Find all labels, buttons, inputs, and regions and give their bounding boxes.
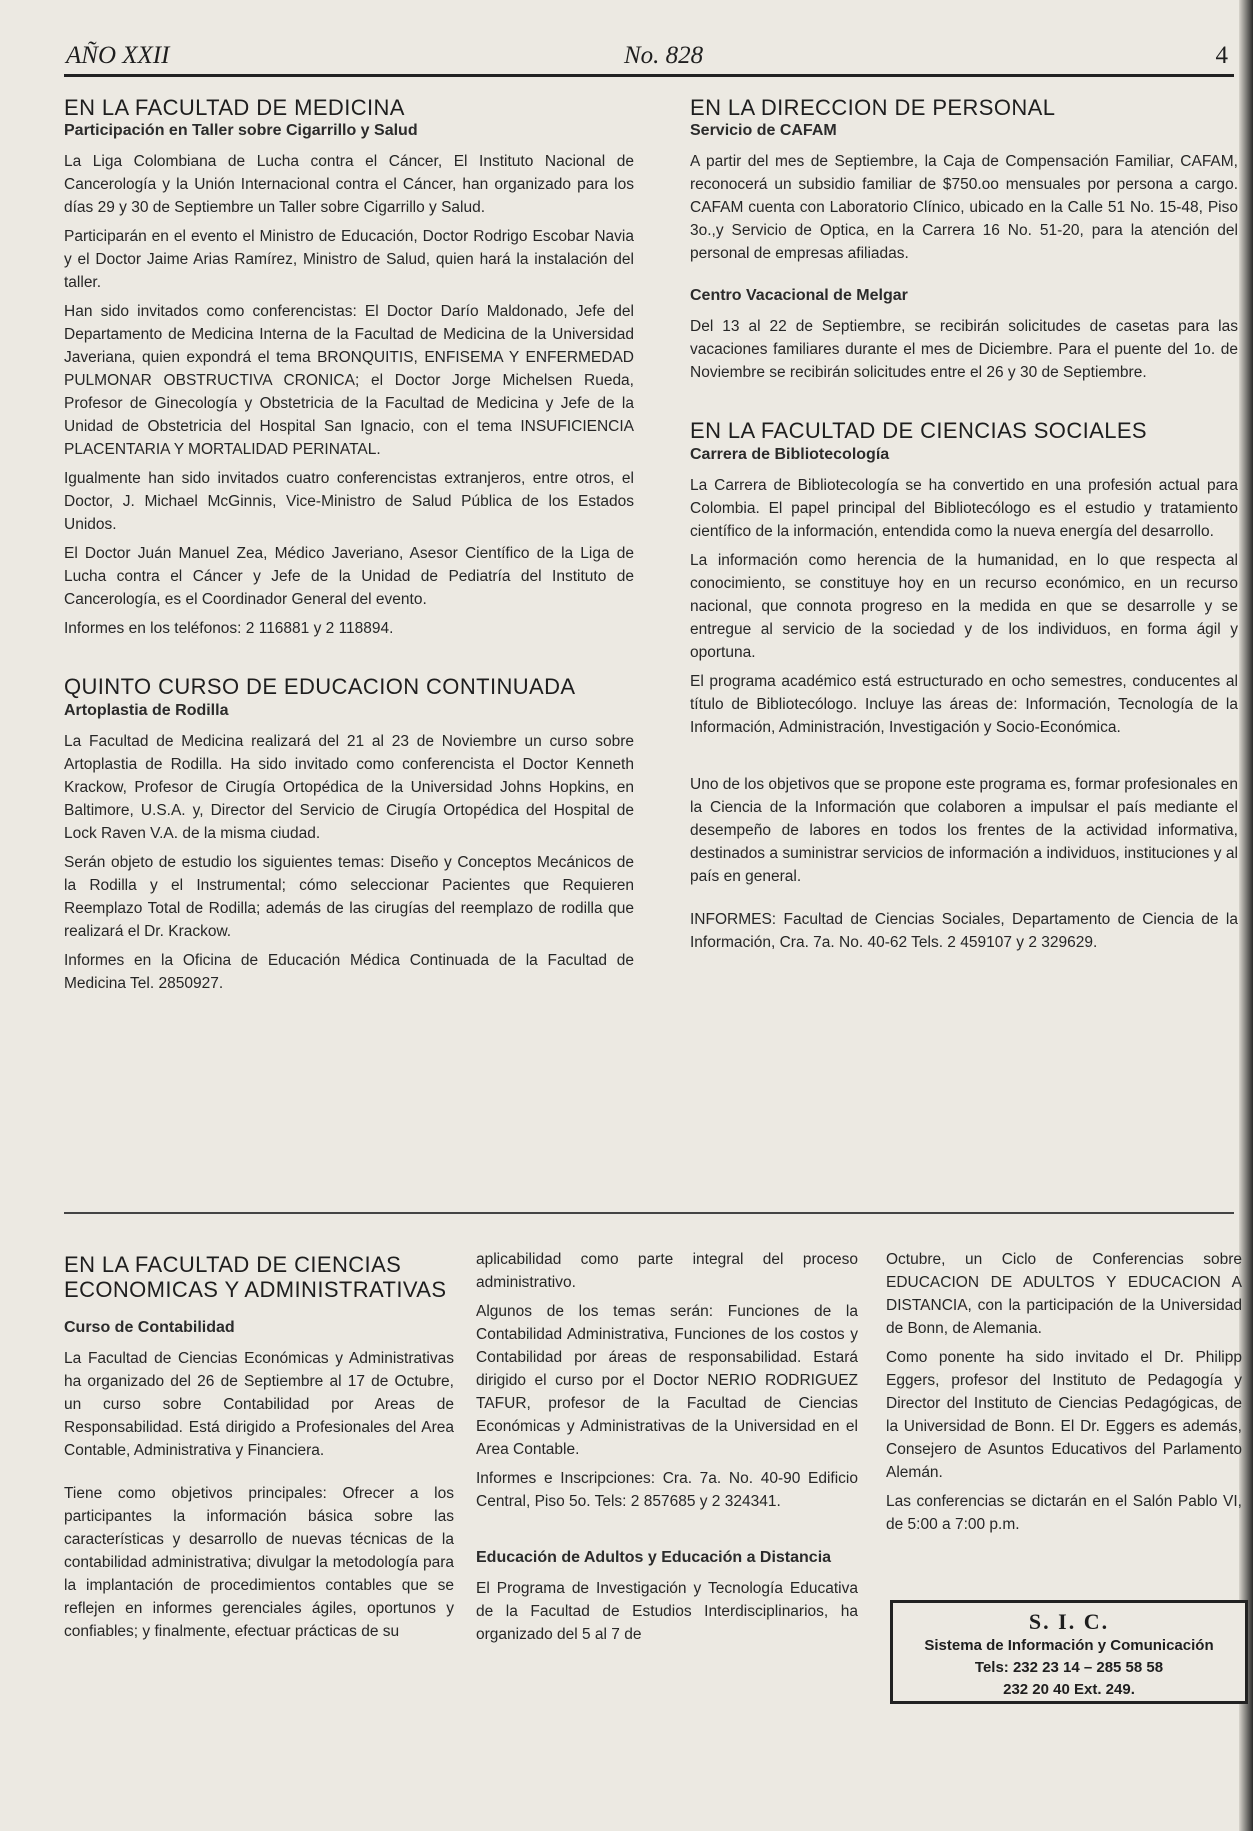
personal-paragraph: A partir del mes de Septiembre, la Caja de Compensación Familiar, CAFAM, reconocerá un subsidio familiar de $750.oo mensuales por persona a cargo. CAFAM cuenta con Laboratorio Clínico, ubicado en la Calle 51 No. 15-48, Piso 3o.,y Servicio de Optica, en la Carrera 16 No. 51-20, para la atención del personal de empresas afiliadas. xyxy=(690,153,1238,263)
spacer xyxy=(64,1303,454,1317)
sociales-article xyxy=(690,418,1238,953)
spacer xyxy=(690,894,1238,908)
right-column xyxy=(690,95,1238,960)
left-column xyxy=(64,95,634,1001)
medicina-paragraph: Igualmente han sido invitados cuatro conferencistas extranjeros, entre otros, el Doctor, J. Michael McGinnis, Vice-Ministro de Salud Pública de los Estados Unidos. xyxy=(64,470,634,534)
bottom-right-column xyxy=(886,1248,1242,1542)
sociales-subtitle: Carrera de Bibliotecología xyxy=(690,445,890,463)
quinto-curso-paragraph: Serán objeto de estudio los siguientes temas: Diseño y Conceptos Mecánicos de la Rodilla y el Instrumental; cómo seleccionar Pacientes que Requieren Reemplazo Total de Rodilla; además de las cirugías del reemplazo de rodilla que realizará el Dr. Krackow. xyxy=(64,853,634,940)
economicas-continued-paragraph: aplicabilidad como parte integral del proceso administrativo. xyxy=(476,1251,858,1291)
sociales-paragraph: El programa académico está estructurado en ocho semestres, conducentes al título de Bibliotecólogo. Incluye las áreas de: Información, Tecnología de la Información, Administración, Investigación y Socio-Económica. xyxy=(690,672,1238,736)
melgar-subtitle: Centro Vacacional de Melgar xyxy=(690,287,908,305)
medicina-article xyxy=(64,95,634,640)
page-number: 4 xyxy=(1215,42,1228,69)
economicas-subtitle: Curso de Contabilidad xyxy=(64,1318,235,1336)
section-divider xyxy=(64,1212,1234,1214)
medicina-contact: Informes en los teléfonos: 2 116881 y 2 118894. xyxy=(64,620,394,638)
economicas-continued-paragraph: Algunos de los temas serán: Funciones de la Contabilidad Administrativa, Funciones de los costos y Contabilidad por áreas de responsabilidad. Estará dirigido el curso por el Doctor NERIO RODRIGUEZ TAFUR, profesor de la Facultad de Ciencias Económicas y Administrativas de la Universidad en el Area Contable. xyxy=(476,1303,858,1458)
medicina-paragraph: Han sido invitados como conferencistas: El Doctor Darío Maldonado, Jefe del Departamento de Medicina Interna de la Facultad de Medicina de la Universidad Javeriana, quien expondrá el tema BRONQUITIS, ENFISEMA Y ENFERMEDAD PULMONAR OBSTRUCTIVA CRONICA; el Doctor Jorge Michelsen Rueda, Profesor de Ginecología y Obstetricia de la Facultad de Medicina y Jefe de la Unidad de Obstetricia del Hospital San Ignacio, con el tema INSUFICIENCIA PLACENTARIA Y MORTALIDAD PERINATAL. xyxy=(64,303,634,459)
quinto-curso-article xyxy=(64,674,634,994)
personal-subtitle: Servicio de CAFAM xyxy=(690,122,837,140)
educacion-adultos-paragraph: El Programa de Investigación y Tecnología Educativa de la Facultad de Estudios Interdisciplinarios, ha organizado del 5 al 7 de xyxy=(476,1580,858,1643)
spacer xyxy=(690,390,1238,418)
spacer xyxy=(690,271,1238,285)
bottom-middle-column xyxy=(476,1248,858,1652)
sociales-paragraph: La información como herencia de la humanidad, en lo que respecta al conocimiento, se constituye hoy en un recurso económico, en un recurso nacional, que connota progreso en la medida en que se desarrolle y se entregue al servicio de la sociedad y de los individuos, en forma ágil y oportuna. xyxy=(690,551,1238,661)
economicas-paragraph: La Facultad de Ciencias Económicas y Administrativas ha organizado del 26 de Septiembre al 17 de Octubre, un curso sobre Contabilidad por Areas de Responsabilidad. Está dirigido a Profesionales del Area Contable, Administrativa y Financiera. xyxy=(64,1349,454,1459)
sociales-paragraph: La Carrera de Bibliotecología se ha convertido en una profesión actual para Colombia. El papel principal del Bibliotecólogo es el estudio y tratamiento científico de la información, entendida como la nueva energía del desarrollo. xyxy=(690,476,1238,540)
sic-extension: 232 20 40 Ext. 249. xyxy=(1003,1681,1135,1698)
spacer xyxy=(690,745,1238,773)
medicina-title: EN LA FACULTAD DE MEDICINA xyxy=(64,95,405,120)
sociales-title: EN LA FACULTAD DE CIENCIAS SOCIALES xyxy=(690,418,1147,444)
medicina-paragraph: Participarán en el evento el Ministro de Educación, Doctor Rodrigo Escobar Navia y el Doctor Jaime Arias Ramírez, Ministro de Salud, quien hará la instalación del taller. xyxy=(64,228,634,292)
personal-article xyxy=(690,95,1238,384)
educacion-adultos-subtitle: Educación de Adultos y Educación a Distancia xyxy=(476,1549,832,1566)
economicas-paragraph: Tiene como objetivos principales: Ofrecer a los participantes la información básica sobre las características y desarrollo de nuevas técnicas de la contabilidad administrativa; divulgar la metodología para la implantación de procedimientos contables que se reflejen en informes gerenciales ágiles, oportunos y confiables; y finalmente, efectuar prácticas de su xyxy=(64,1484,454,1640)
spacer xyxy=(476,1519,858,1547)
quinto-curso-paragraph: La Facultad de Medicina realizará del 21 al 23 de Noviembre un curso sobre Artoplastia de Rodilla. Ha sido invitado como conferencista el Doctor Kenneth Krackow, Profesor de Cirugía Ortopédica de la Universidad Johns Hopkins, en Baltimore, U.S.A. y, Director del Servicio de Cirugía Ortopédica del Hospital de Lock Raven V.A. de la misma ciudad. xyxy=(64,732,634,842)
economicas-contact: Informes e Inscripciones: Cra. 7a. No. 40-90 Edificio Central, Piso 5o. Tels: 2 857685 y 2 324341. xyxy=(476,1470,858,1510)
quinto-curso-contact: Informes en la Oficina de Educación Médica Continuada de la Facultad de Medicina Tel. 2850927. xyxy=(64,951,634,992)
bottom-left-column xyxy=(64,1252,454,1649)
spacer xyxy=(64,1468,454,1482)
economicas-title: EN LA FACULTAD DE CIENCIAS ECONOMICAS Y ADMINISTRATIVAS xyxy=(64,1252,447,1303)
quinto-curso-title: QUINTO CURSO DE EDUCACION CONTINUADA xyxy=(64,674,576,700)
sic-contact-box xyxy=(890,1600,1248,1704)
sic-title: S. I. C. xyxy=(1028,1609,1110,1634)
page-edge xyxy=(1239,0,1253,1831)
issue-year: AÑO XXII xyxy=(66,42,170,69)
educacion-adultos-continued: Octubre, un Ciclo de Conferencias sobre EDUCACION DE ADULTOS Y EDUCACION A DISTANCIA, con la participación de la Universidad de Bonn, de Alemania. xyxy=(886,1251,1242,1337)
educacion-adultos-schedule: Las conferencias se dictarán en el Salón Pablo VI, de 5:00 a 7:00 p.m. xyxy=(886,1493,1242,1533)
medicina-subtitle: Participación en Taller sobre Cigarrillo y Salud xyxy=(64,122,418,140)
spacer xyxy=(64,646,634,674)
medicina-paragraph: La Liga Colombiana de Lucha contra el Cáncer, El Instituto Nacional de Cancerología y la Unión Internacional contra el Cáncer, han organizado para los días 29 y 30 de Septiembre un Taller sobre Cigarrillo y Salud. xyxy=(64,153,634,217)
sociales-paragraph: Uno de los objetivos que se propone este programa es, formar profesionales en la Ciencia de la Información que colaboren a impulsar el país mediante el desempeño de labores en todos los frentes de la actividad informativa, destinados a suministrar servicios de información a individuos, instituciones y al país en general. xyxy=(690,775,1238,885)
quinto-curso-subtitle: Artoplastia de Rodilla xyxy=(64,701,229,719)
sic-phones: Tels: 232 23 14 – 285 58 58 xyxy=(974,1659,1164,1676)
personal-title: EN LA DIRECCION DE PERSONAL xyxy=(690,95,1056,120)
sociales-contact: INFORMES: Facultad de Ciencias Sociales, Departamento de Ciencia de la Información, Cra. 7a. No. 40-62 Tels. 2 459107 y 2 329629. xyxy=(690,910,1238,951)
sic-subtitle: Sistema de Información y Comunicación xyxy=(924,1637,1214,1654)
medicina-paragraph: El Doctor Juán Manuel Zea, Médico Javeriano, Asesor Científico de la Liga de Lucha contra el Cáncer y Jefe de la Unidad de Pediatría del Instituto de Cancerología, es el Coordinador General del evento. xyxy=(64,545,634,609)
educacion-adultos-continued: Como ponente ha sido invitado el Dr. Philipp Eggers, profesor del Instituto de Pedagogía y Director del Instituto de Ciencias Pedagógicas, de la Universidad de Bonn. El Dr. Eggers es además, Consejero de Asuntos Educativos del Parlamento Alemán. xyxy=(886,1349,1242,1481)
melgar-paragraph: Del 13 al 22 de Septiembre, se recibirán solicitudes de casetas para las vacaciones familiares durante el mes de Diciembre. Para el puente del 1o. de Noviembre se recibirán solicitudes entre el 26 y 30 de Septiembre. xyxy=(690,318,1238,382)
page-header xyxy=(64,40,1234,77)
issue-number: No. 828 xyxy=(624,42,704,69)
